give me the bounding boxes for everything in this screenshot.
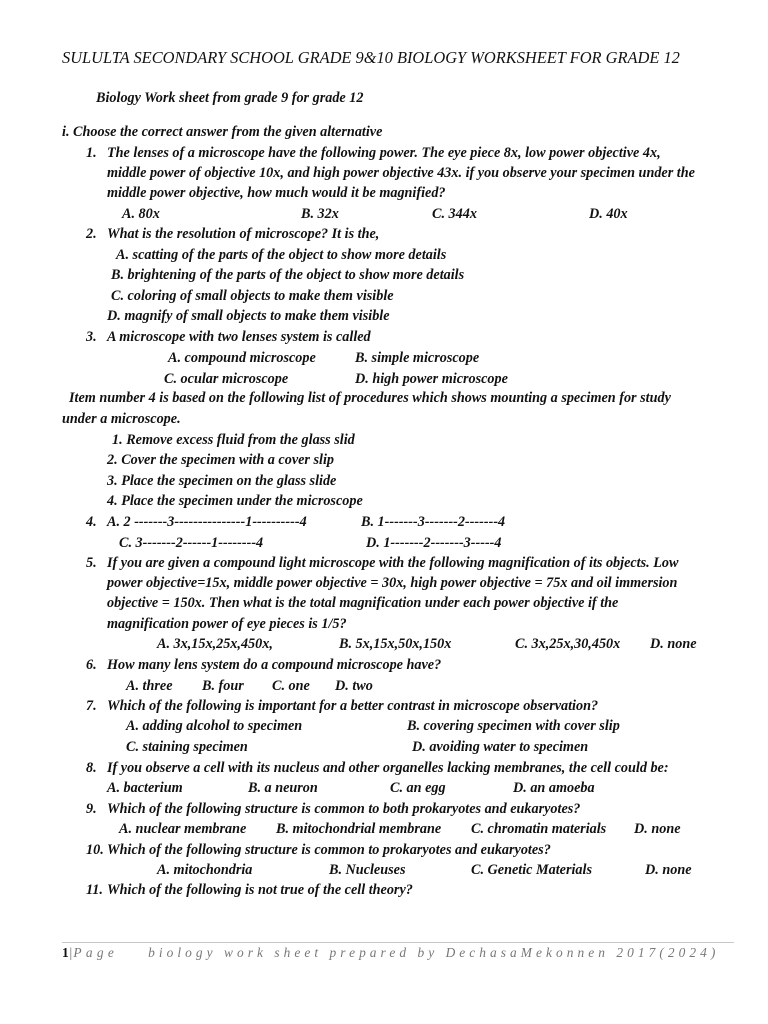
- question-text: Which of the following structure is common to both prokaryotes and eukaryotes?: [107, 801, 581, 817]
- question-number: 11.: [86, 882, 103, 898]
- question-number: 10.: [86, 842, 104, 858]
- option-a: A. three: [126, 678, 173, 694]
- question-number: 6.: [86, 657, 97, 673]
- page-footer: [62, 944, 719, 962]
- question-number: 2.: [86, 226, 97, 242]
- footer-separator: |: [68, 945, 74, 960]
- question-number: 3.: [86, 329, 97, 345]
- question-text: What is the resolution of microscope? It is the,: [107, 226, 380, 242]
- question-text: Which of the following is important for a better contrast in microscope observation?: [107, 698, 599, 714]
- option-b: B. simple microscope: [355, 350, 480, 366]
- section-heading: i. Choose the correct answer from the given alternative: [62, 124, 383, 140]
- question-text: The lenses of a microscope have the following power. The eye piece 8x, low power objective 4x,: [107, 145, 661, 161]
- question-text: magnification power of eye pieces is 1/5?: [107, 616, 347, 632]
- procedure-step: 4. Place the specimen under the microscope: [107, 493, 363, 509]
- question-number: 8.: [86, 760, 97, 776]
- question-text: A microscope with two lenses system is called: [107, 329, 371, 345]
- footer-divider: [62, 942, 734, 943]
- option-c: C. 344x: [432, 206, 477, 222]
- option-a: A. mitochondria: [157, 862, 253, 878]
- procedure-step: 3. Place the specimen on the glass slide: [107, 473, 337, 489]
- question-text: How many lens system do a compound microscope have?: [107, 657, 442, 673]
- question-number: 7.: [86, 698, 97, 714]
- option-b: B. a neuron: [248, 780, 318, 796]
- question-text: Which of the following structure is common to prokaryotes and eukaryotes?: [107, 842, 551, 858]
- option-c: C. Genetic Materials: [471, 862, 592, 878]
- question-text: middle power objective, how much would it be magnified?: [107, 185, 446, 201]
- option-b: B. Nucleuses: [329, 862, 406, 878]
- question-text: If you observe a cell with its nucleus and other organelles lacking membranes, the cell could be:: [107, 760, 669, 776]
- question-text: power objective=15x, middle power objective = 30x, high power objective = 75x and oil immersion: [107, 575, 678, 591]
- stem-text: under a microscope.: [62, 411, 181, 427]
- question-number: 9.: [86, 801, 97, 817]
- option-d: D. two: [335, 678, 373, 694]
- option-d: D. none: [650, 636, 697, 652]
- page-title: SULULTA SECONDARY SCHOOL GRADE 9&10 BIOLOGY WORKSHEET FOR GRADE 12: [62, 48, 680, 67]
- option-d: D. none: [645, 862, 692, 878]
- question-number: 1.: [86, 145, 97, 161]
- option-a: A. 80x: [122, 206, 160, 222]
- option-b: B. 1-------3-------2-------4: [361, 514, 506, 530]
- question-number: 4.: [86, 514, 97, 530]
- option-a: A. adding alcohol to specimen: [126, 718, 303, 734]
- option-a: A. 2 -------3---------------1----------4: [107, 514, 307, 530]
- question-text: If you are given a compound light microscope with the following magnification of its objects. Low: [107, 555, 679, 571]
- option-a: A. nuclear membrane: [119, 821, 247, 837]
- option-a: A. 3x,15x,25x,450x,: [157, 636, 273, 652]
- procedure-step: 1. Remove excess fluid from the glass slid: [112, 432, 355, 448]
- option-b: B. covering specimen with cover slip: [407, 718, 620, 734]
- option-c: C. an egg: [390, 780, 446, 796]
- option-c: C. 3-------2------1--------4: [119, 535, 264, 551]
- option-b: B. 32x: [301, 206, 339, 222]
- page-number: 1: [62, 945, 69, 960]
- worksheet-subtitle: Biology Work sheet from grade 9 for grade 12: [96, 90, 364, 106]
- option-a: A. compound microscope: [168, 350, 316, 366]
- option-a: A. bacterium: [107, 780, 183, 796]
- stem-text: Item number 4 is based on the following list of procedures which shows mounting a specimen for study: [69, 390, 671, 406]
- option-c: C. staining specimen: [126, 739, 248, 755]
- option-d: D. an amoeba: [513, 780, 595, 796]
- option-c: C. 3x,25x,30,450x: [515, 636, 621, 652]
- option-b: B. four: [202, 678, 244, 694]
- option-c: C. one: [272, 678, 310, 694]
- option-b: B. mitochondrial membrane: [276, 821, 442, 837]
- option-d: D. none: [634, 821, 681, 837]
- option-b: B. 5x,15x,50x,150x: [339, 636, 452, 652]
- option-d: D. avoiding water to specimen: [412, 739, 589, 755]
- procedure-step: 2. Cover the specimen with a cover slip: [107, 452, 334, 468]
- option-d: D. magnify of small objects to make them visible: [107, 308, 390, 324]
- option-d: D. 40x: [589, 206, 628, 222]
- question-text: middle power of objective 10x, and high power objective 43x. if you observe your specimen under the: [107, 165, 695, 181]
- option-c: C. chromatin materials: [471, 821, 607, 837]
- question-number: 5.: [86, 555, 97, 571]
- question-text: objective = 150x. Then what is the total magnification under each power objective if the: [107, 595, 619, 611]
- option-d: D. 1-------2-------3-----4: [366, 535, 502, 551]
- option-a: A. scatting of the parts of the object to show more details: [116, 247, 447, 263]
- option-c: C. ocular microscope: [164, 371, 289, 387]
- option-d: D. high power microscope: [355, 371, 508, 387]
- footer-credit: biology work sheet prepared by DechasaMekonnen 2017(2024): [148, 945, 720, 960]
- page-label: Page: [73, 945, 119, 960]
- question-text: Which of the following is not true of the cell theory?: [107, 882, 413, 898]
- option-c: C. coloring of small objects to make them visible: [111, 288, 394, 304]
- option-b: B. brightening of the parts of the object to show more details: [111, 267, 465, 283]
